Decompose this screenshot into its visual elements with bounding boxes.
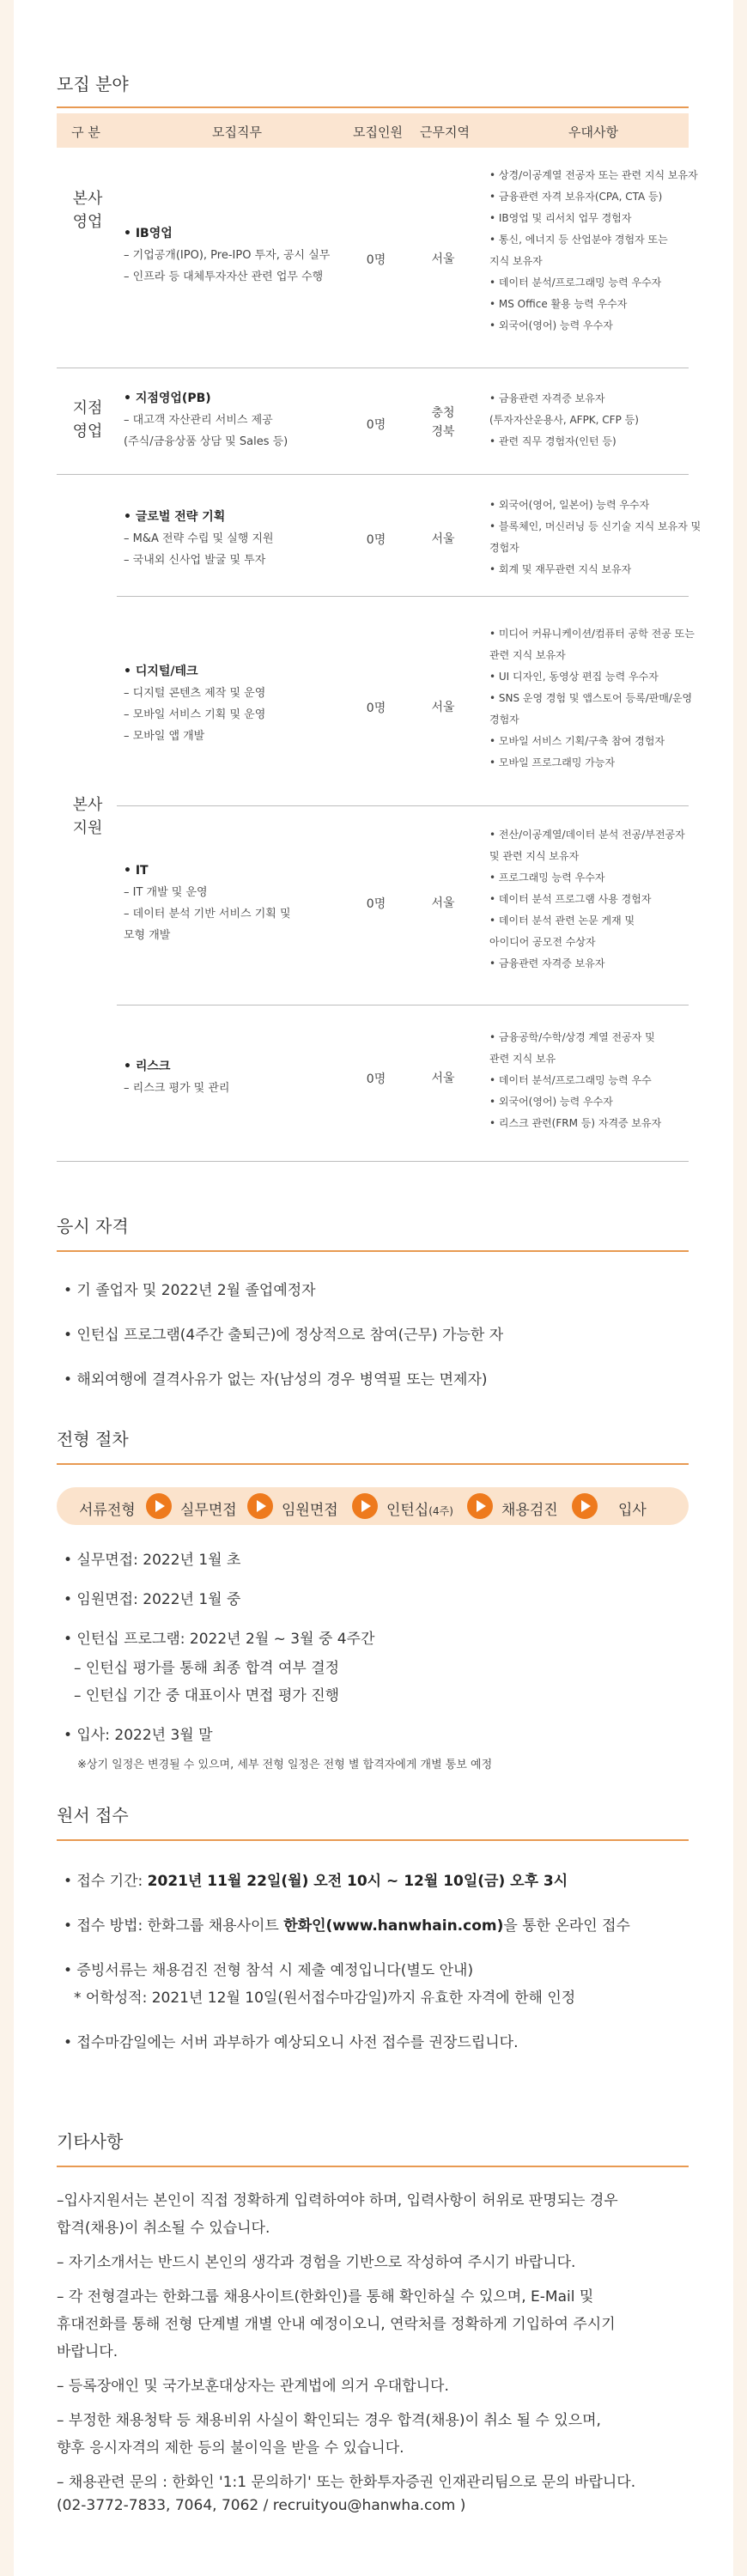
- job-location: 서울: [431, 896, 455, 910]
- etc-line: 합격(채용)이 취소될 수 있습니다.: [57, 2220, 270, 2237]
- category-branch-sales: 지점 영업: [72, 399, 103, 440]
- process-section-title: 전형 절차: [57, 1429, 129, 1449]
- job-title: • 글로벌 전략 기획: [124, 510, 226, 524]
- job-count: 0명: [366, 702, 386, 715]
- hanwhain-site-link[interactable]: 한화인(www.hanwhain.com): [283, 1917, 504, 1935]
- recruit-section-title: 모집 분야: [57, 74, 129, 94]
- qualification-section-title: 응시 자격: [57, 1216, 129, 1236]
- job-it: • IT – IT 개발 및 운영 – 데이터 분석 기반 서비스 기획 및 모형 개발: [124, 860, 330, 946]
- etc-line: 휴대전화를 통해 전형 단계별 개별 안내 예정이오니, 연락처를 정확하게 기입하여 주시기: [57, 2316, 616, 2333]
- arrow-right-icon: [247, 1493, 273, 1519]
- apply-documents: • 증빙서류는 채용검진 전형 참석 시 제출 예정입니다(별도 안내): [64, 1962, 474, 1979]
- step-join: 입사: [618, 1502, 647, 1519]
- header-location: 근무지역: [420, 125, 470, 140]
- etc-line: – 등록장애인 및 국가보훈대상자는 관계법에 의거 우대합니다.: [57, 2378, 449, 2395]
- job-preferences: • 금융공학/수학/상경 계열 전공자 및 관련 지식 보유 • 데이터 분석/프로그래밍 능력 우수 • 외국어(영어) 능력 우수자 • 리스크 관련(FRM 등) 자격증 보유자: [489, 1031, 662, 1129]
- list-item: • 인턴십 프로그램: 2022년 2월 ~ 3월 중 4주간: [64, 1631, 375, 1648]
- job-count: 0명: [366, 533, 386, 547]
- header-category: 구 분: [71, 125, 100, 140]
- etc-line: –입사지원서는 본인이 직접 정확하게 입력하여야 하며, 입력사항이 허위로 판명되는 경우: [57, 2192, 618, 2209]
- list-item: • 임원면접: 2022년 1월 중: [64, 1591, 241, 1608]
- job-count: 0명: [366, 253, 386, 267]
- job-count: 0명: [366, 418, 386, 432]
- step-medical: 채용검진: [501, 1502, 558, 1519]
- qualification-title-rule: [57, 1250, 689, 1252]
- job-location: 서울: [431, 1072, 455, 1085]
- job-preferences: • 미디어 커뮤니케이션/컴퓨터 공학 전공 또는 관련 지식 보유자 • UI 디자인, 동영상 편집 능력 우수자 • SNS 운영 경험 및 앱스토어 등록/판매/운영 경험자 • 모바일 서비스 기획/구축 참여 경험자 • 모바일 프로그래밍 가능자: [489, 628, 695, 769]
- row-divider: [117, 596, 689, 597]
- step-internship: 인턴십(4주): [386, 1502, 453, 1519]
- step-executive-interview: 임원면접: [282, 1502, 338, 1519]
- schedule-note: ※상기 일정은 변경될 수 있으며, 세부 전형 일정은 전형 별 합격자에게 개별 통보 예정: [77, 1759, 493, 1771]
- list-item: • 해외여행에 결격사유가 없는 자(남성의 경우 병역필 또는 면제자): [64, 1371, 488, 1388]
- job-title: • 리스크: [124, 1060, 171, 1073]
- job-title: • 디지털/테크: [124, 665, 198, 678]
- etc-line: 향후 응시자격의 제한 등의 불이익을 받을 수 있습니다.: [57, 2439, 404, 2457]
- apply-title-rule: [57, 1839, 689, 1841]
- job-preferences: • 상경/이공계열 전공자 또는 관련 지식 보유자 • 금융관련 자격 보유자(CPA, CTA 등) • IB영업 및 리서치 업무 경험자 • 통신, 에너지 등 산업분야 경험자 또는 지식 보유자 • 데이터 분석/프로그래밍 능력 우수자 • MS Office 활용 능력 우수자 • 외국어(영어) 능력 우수자: [489, 169, 698, 331]
- job-ib-sales: • IB영업 – 기업공개(IPO), Pre-IPO 투자, 공시 실무 – 인프라 등 대체투자자산 관련 업무 수행: [124, 223, 330, 288]
- category-hq-support: 본사 지원: [72, 796, 103, 837]
- job-location: 서울: [431, 532, 455, 546]
- arrow-right-icon: [572, 1493, 598, 1519]
- arrow-right-icon: [467, 1493, 493, 1519]
- job-title: • 지점영업(PB): [124, 392, 211, 405]
- job-title: • IT: [124, 864, 149, 878]
- job-risk: • 리스크 – 리스크 평가 및 관리: [124, 1056, 330, 1099]
- row-divider: [57, 1161, 689, 1162]
- etc-line: 바랍니다.: [57, 2343, 118, 2360]
- job-digital-tech: • 디지털/테크 – 디지털 콘텐츠 제작 및 운영 – 모바일 서비스 기획 및 운영 – 모바일 앱 개발: [124, 661, 330, 747]
- recruit-title-rule: [57, 106, 689, 108]
- job-preferences: • 전산/이공계열/데이터 분석 전공/부전공자 및 관련 지식 보유자 • 프로그래밍 능력 우수자 • 데이터 분석 프로그램 사용 경험자 • 데이터 분석 관련 논문 게재 및 아이디어 공모전 수상자 • 금융관련 자격증 보유자: [489, 829, 685, 969]
- list-subitem: – 인턴십 기간 중 대표이사 면접 평가 진행: [74, 1687, 340, 1704]
- job-count: 0명: [366, 1072, 386, 1086]
- job-global-strategy: • 글로벌 전략 기획 – M&A 전략 수립 및 실행 지원 – 국내외 신사업 발굴 및 투자: [124, 507, 330, 571]
- list-item: • 인턴십 프로그램(4주간 출퇴근)에 정상적으로 참여(근무) 가능한 자: [64, 1327, 504, 1344]
- etc-section-title: 기타사항: [57, 2131, 124, 2152]
- job-location: 서울: [431, 252, 455, 266]
- header-job: 모집직무: [212, 125, 262, 140]
- recruit-table-header: [57, 113, 689, 148]
- etc-title-rule: [57, 2166, 689, 2167]
- row-divider: [57, 474, 689, 475]
- apply-period: • 접수 기간: 2021년 11월 22일(월) 오전 10시 ~ 12월 10일(금) 오후 3시: [64, 1873, 568, 1890]
- apply-section-title: 원서 접수: [57, 1805, 129, 1826]
- job-preferences: • 외국어(영어, 일본어) 능력 우수자 • 블록체인, 머신러닝 등 신기술 지식 보유자 및 경험자 • 회계 및 재무관련 지식 보유자: [489, 499, 701, 575]
- job-preferences: • 금융관련 자격증 보유자 (투자자산운용사, AFPK, CFP 등) • 관련 직무 경험자(인턴 등): [489, 392, 639, 447]
- list-item: • 기 졸업자 및 2022년 2월 졸업예정자: [64, 1282, 316, 1299]
- apply-method: • 접수 방법: 한화그룹 채용사이트 한화인(www.hanwhain.com)을 통한 온라인 접수: [64, 1917, 630, 1935]
- list-item: • 입사: 2022년 3월 말: [64, 1727, 213, 1744]
- etc-line: – 각 전형결과는 한화그룹 채용사이트(한화인)를 통해 확인하실 수 있으며, E-Mail 및: [57, 2288, 594, 2306]
- category-hq-sales: 본사 영업: [72, 190, 103, 231]
- job-location: 충청 경북: [431, 406, 455, 439]
- job-title: • IB영업: [124, 227, 173, 240]
- job-count: 0명: [366, 897, 386, 911]
- arrow-right-icon: [352, 1493, 378, 1519]
- step-document: 서류전형: [79, 1502, 136, 1519]
- etc-line: – 자기소개서는 반드시 본인의 생각과 경험을 기반으로 작성하여 주시기 바랍니다.: [57, 2254, 576, 2271]
- arrow-right-icon: [146, 1493, 172, 1519]
- apply-deadline-notice: • 접수마감일에는 서버 과부하가 예상되오니 사전 접수를 권장드립니다.: [64, 2034, 519, 2051]
- etc-line: – 채용관련 문의 : 한화인 '1:1 문의하기' 또는 한화투자증권 인재관리팀으로 문의 바랍니다.: [57, 2474, 636, 2491]
- etc-contact: (02-3772-7833, 7064, 7062 / recruityou@hanwha.com ): [57, 2497, 466, 2514]
- list-subitem: – 인턴십 평가를 통해 최종 합격 여부 결정: [74, 1660, 340, 1677]
- step-practical-interview: 실무면접: [180, 1502, 237, 1519]
- apply-language-score: * 어학성적: 2021년 12월 10일(원서접수마감일)까지 유효한 자격에 한해 인정: [74, 1990, 576, 2007]
- process-flow: [57, 1487, 689, 1525]
- header-preference: 우대사항: [568, 125, 618, 140]
- header-count: 모집인원: [353, 125, 403, 140]
- process-title-rule: [57, 1463, 689, 1465]
- etc-line: – 부정한 채용청탁 등 채용비위 사실이 확인되는 경우 합격(채용)이 취소 될 수 있으며,: [57, 2412, 601, 2429]
- job-location: 서울: [431, 701, 455, 714]
- row-divider: [117, 805, 689, 806]
- job-branch-pb: • 지점영업(PB) – 대고객 자산관리 서비스 제공 (주식/금융상품 상담 및 Sales 등): [124, 388, 330, 453]
- list-item: • 실무면접: 2022년 1월 초: [64, 1552, 241, 1569]
